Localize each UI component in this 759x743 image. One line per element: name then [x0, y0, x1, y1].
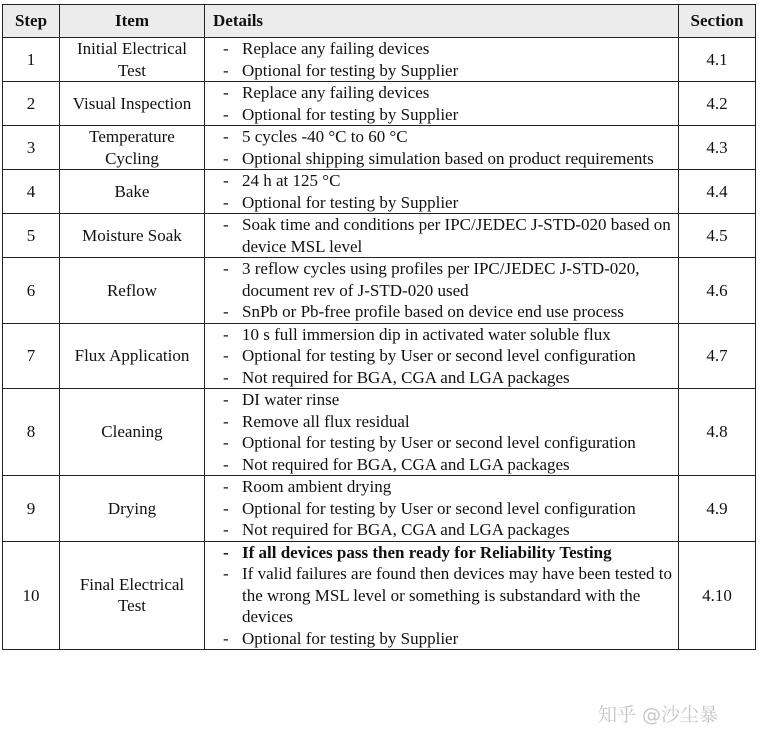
header-section: Section	[679, 5, 756, 38]
table-row	[3, 323, 756, 389]
detail-item: - Optional shipping simulation based on product requirements	[215, 148, 674, 170]
details-list	[205, 214, 678, 257]
detail-item: - 24 h at 125 °C	[215, 170, 674, 192]
step-cell: 1	[3, 38, 60, 82]
step-cell: 10	[3, 541, 60, 650]
detail-item: - Optional for testing by Supplier	[215, 628, 674, 650]
step-cell: 2	[3, 82, 60, 126]
detail-item: - Room ambient drying	[215, 476, 674, 498]
detail-item: - Optional for testing by User or second level configuration	[215, 432, 674, 454]
detail-item: - 10 s full immersion dip in activated water soluble flux	[215, 324, 674, 346]
step-cell: 3	[3, 126, 60, 170]
item-cell: Drying	[60, 476, 205, 542]
details-list	[205, 542, 678, 650]
table-row	[3, 82, 756, 126]
section-cell: 4.4	[679, 170, 756, 214]
table-row	[3, 170, 756, 214]
details-list	[205, 476, 678, 541]
item-cell: Visual Inspection	[60, 82, 205, 126]
details-cell	[205, 126, 679, 170]
detail-item: - Replace any failing devices	[215, 38, 674, 60]
detail-item: - Soak time and conditions per IPC/JEDEC J-STD-020 based on device MSL level	[215, 214, 674, 257]
table-body	[3, 38, 756, 650]
step-cell: 8	[3, 389, 60, 476]
details-list	[205, 389, 678, 475]
details-cell	[205, 258, 679, 324]
details-list	[205, 324, 678, 389]
table-row	[3, 126, 756, 170]
section-cell: 4.10	[679, 541, 756, 650]
details-cell	[205, 38, 679, 82]
table-row	[3, 214, 756, 258]
item-cell: Temperature Cycling	[60, 126, 205, 170]
watermark: 知乎 @沙尘暴	[598, 704, 719, 726]
detail-item: - DI water rinse	[215, 389, 674, 411]
step-cell: 9	[3, 476, 60, 542]
table-row	[3, 258, 756, 324]
detail-item: - 5 cycles -40 °C to 60 °C	[215, 126, 674, 148]
detail-item: - SnPb or Pb-free profile based on device end use process	[215, 301, 674, 323]
section-cell: 4.2	[679, 82, 756, 126]
detail-item: - Not required for BGA, CGA and LGA packages	[215, 367, 674, 389]
section-cell: 4.1	[679, 38, 756, 82]
item-cell: Initial Electrical Test	[60, 38, 205, 82]
item-cell: Cleaning	[60, 389, 205, 476]
details-list	[205, 170, 678, 213]
step-cell: 4	[3, 170, 60, 214]
section-cell: 4.6	[679, 258, 756, 324]
table-row	[3, 389, 756, 476]
section-cell: 4.5	[679, 214, 756, 258]
table-header-row	[3, 5, 756, 38]
detail-item: - Optional for testing by User or second level configuration	[215, 498, 674, 520]
item-cell: Final Electrical Test	[60, 541, 205, 650]
section-cell: 4.3	[679, 126, 756, 170]
detail-item: - Not required for BGA, CGA and LGA packages	[215, 454, 674, 476]
details-cell	[205, 170, 679, 214]
details-cell	[205, 214, 679, 258]
header-item: Item	[60, 5, 205, 38]
detail-item: - Optional for testing by Supplier	[215, 104, 674, 126]
details-cell	[205, 541, 679, 650]
detail-item: - Remove all flux residual	[215, 411, 674, 433]
item-cell: Flux Application	[60, 323, 205, 389]
item-cell: Reflow	[60, 258, 205, 324]
detail-item: - 3 reflow cycles using profiles per IPC/JEDEC J-STD-020, document rev of J-STD-020 used	[215, 258, 674, 301]
detail-item: - Optional for testing by Supplier	[215, 192, 674, 214]
section-cell: 4.9	[679, 476, 756, 542]
details-list	[205, 126, 678, 169]
step-cell: 6	[3, 258, 60, 324]
table-row	[3, 38, 756, 82]
details-cell	[205, 389, 679, 476]
process-steps-table	[2, 4, 756, 650]
step-cell: 5	[3, 214, 60, 258]
item-cell: Bake	[60, 170, 205, 214]
table-row	[3, 541, 756, 650]
item-cell: Moisture Soak	[60, 214, 205, 258]
detail-item: - Replace any failing devices	[215, 82, 674, 104]
details-cell	[205, 476, 679, 542]
detail-item: - Optional for testing by User or second level configuration	[215, 345, 674, 367]
details-cell	[205, 323, 679, 389]
details-list	[205, 38, 678, 81]
details-list	[205, 258, 678, 323]
detail-item: - Not required for BGA, CGA and LGA packages	[215, 519, 674, 541]
detail-item: - If valid failures are found then devices may have been tested to the wrong MSL level or something is substandard with the devices	[215, 563, 674, 628]
step-cell: 7	[3, 323, 60, 389]
details-list	[205, 82, 678, 125]
header-step: Step	[3, 5, 60, 38]
detail-item: - Optional for testing by Supplier	[215, 60, 674, 82]
details-cell	[205, 82, 679, 126]
header-details: Details	[205, 5, 679, 38]
detail-item: - If all devices pass then ready for Reliability Testing	[215, 542, 674, 564]
table-row	[3, 476, 756, 542]
section-cell: 4.7	[679, 323, 756, 389]
section-cell: 4.8	[679, 389, 756, 476]
